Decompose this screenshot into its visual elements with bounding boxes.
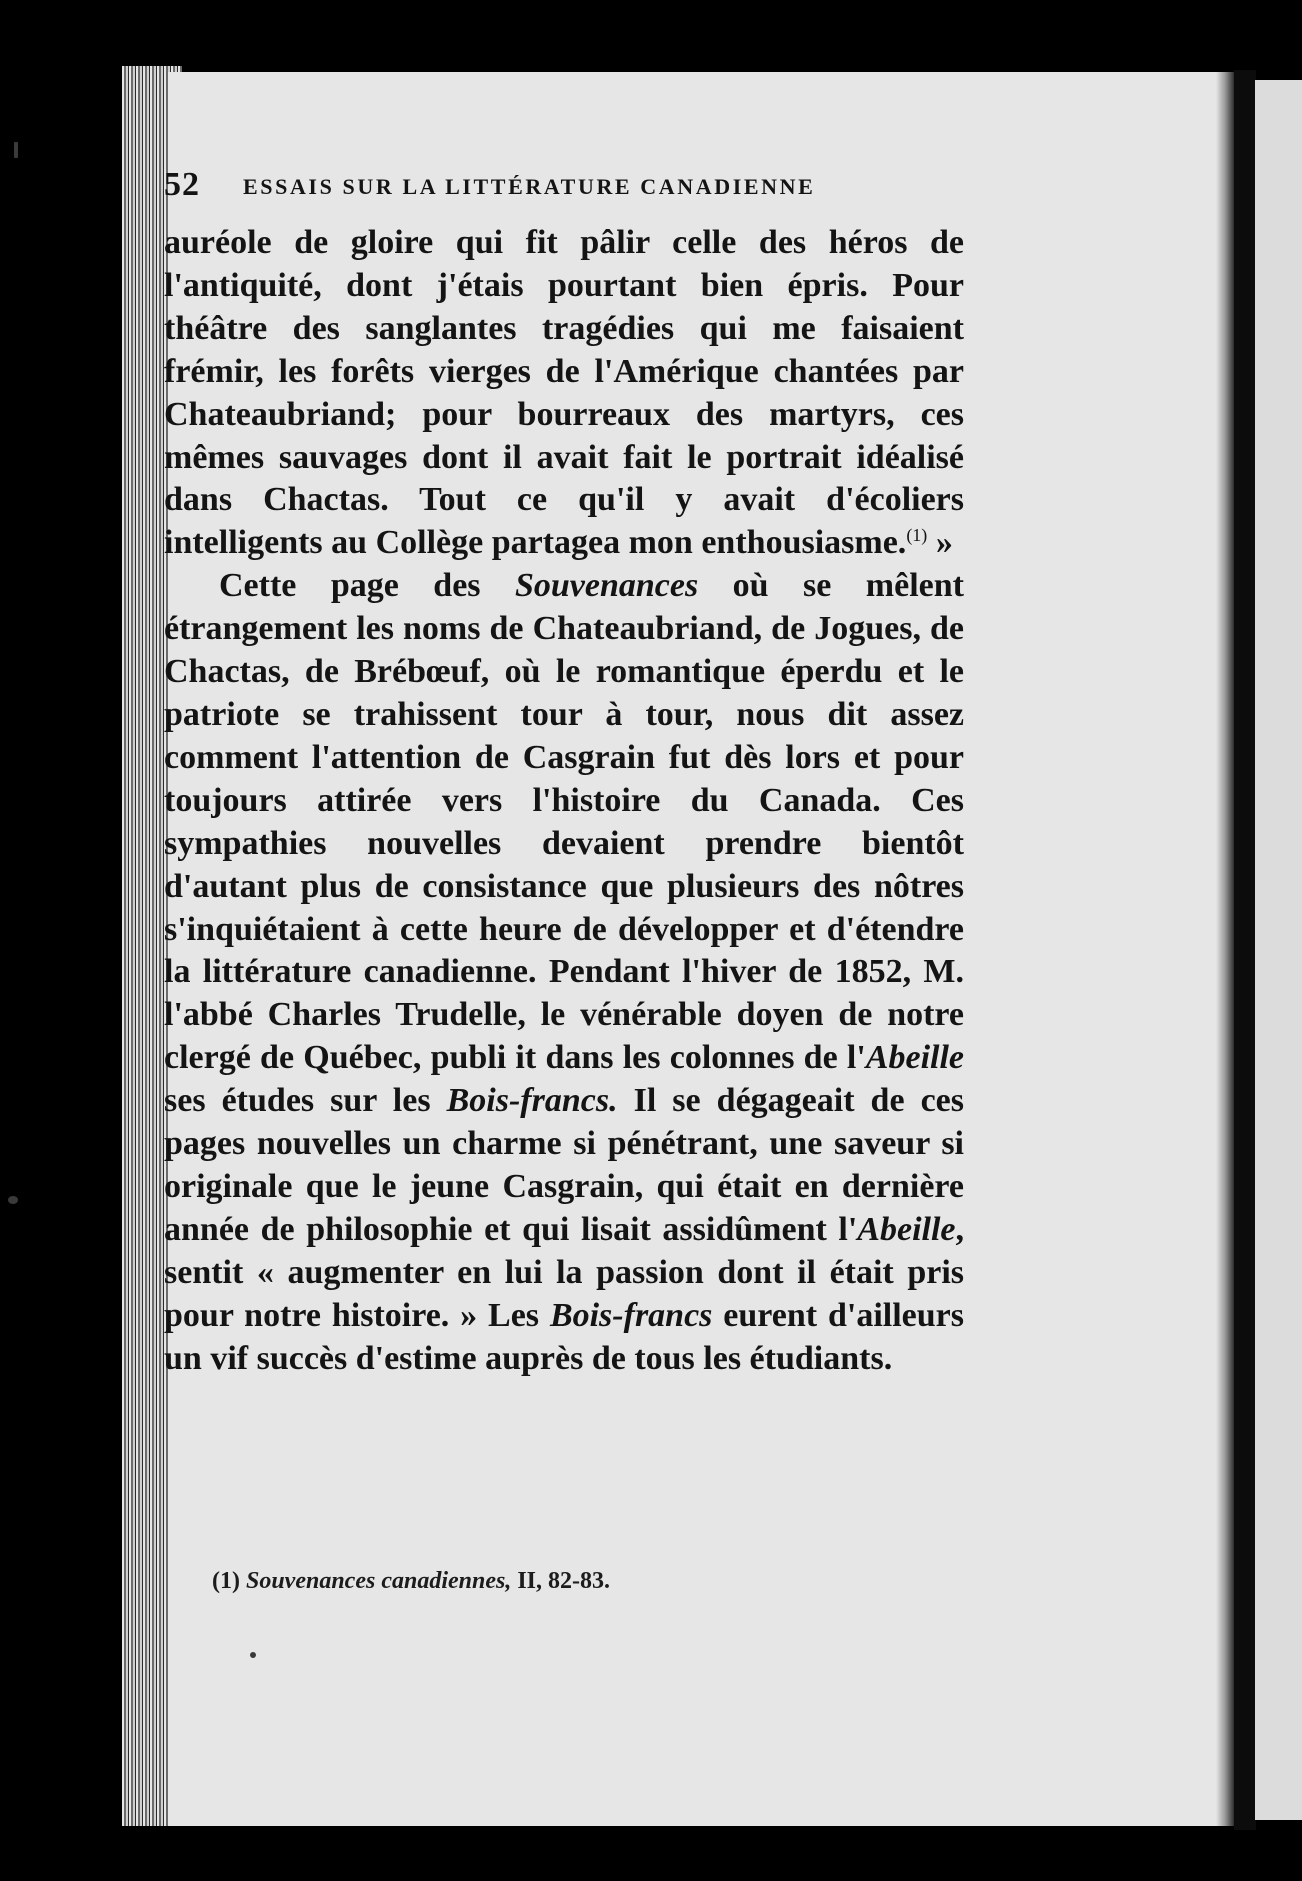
italic-title: Bois-francs. [446, 1082, 618, 1120]
gutter-shadow [1234, 70, 1256, 1830]
paragraph-continued [164, 222, 964, 565]
footnote-source: Souvenances canadiennes, [245, 1568, 512, 1594]
facing-page-edge [1255, 80, 1302, 1820]
running-header [164, 166, 1034, 210]
paragraph-2-text: , sentit « augmenter en lui la passion dont il était pris pour notre histoire. » Les [164, 1210, 964, 1334]
italic-title: Bois-francs [549, 1296, 713, 1334]
italic-title: Abeille [865, 1039, 964, 1077]
page-number: 52 [164, 166, 200, 203]
dust-speck [250, 1652, 256, 1658]
paragraph-2-text: Il se dégageait de ces pages nouvelles un charme si pénétrant, une saveur si originale que le jeune Casgrain, qui était en dernière année de philosophie et qui lisait assidûment l' [164, 1082, 964, 1248]
paragraph-2-text: Cette page des [219, 567, 515, 605]
italic-title: Souvenances [514, 567, 699, 605]
paragraph [164, 565, 964, 1380]
dust-speck [14, 142, 18, 158]
body-text [164, 222, 964, 1380]
footnote-reference-pages: II, 82-83. [511, 1568, 611, 1594]
footnote [212, 1568, 610, 1595]
paragraph-2-text: ses études sur les [164, 1082, 447, 1120]
paragraph-2-text: où se mêlent étrangement les noms de Chateaubriand, de Jogues, de Chactas, de Brébœuf, où le romantique éperdu et le patriote se trahissent tour à tour, nous dit assez comment l'attention de Casgrain fut dès lors et pour toujours attirée vers l'histoire du Canada. Ces sympathies nouvelles devaient prendre bientôt d'autant plus de consistance que plusieurs des nôtres s'inquiétaient à cette heure de développer et d'étendre la littérature canadienne. Pendant l'hiver de 1852, M. l'abbé Charles Trudelle, le vénérable doyen de notre clergé de Québec, publi it dans les colonnes de l' [164, 567, 964, 1077]
italic-title: Abeille [857, 1210, 956, 1248]
footnote-reference: (1) [906, 525, 928, 546]
binding-shadow [1216, 72, 1234, 1826]
running-head-title: ESSAIS SUR LA LITTÉRATURE CANADIENNE [243, 174, 816, 199]
closing-quote: » [927, 524, 953, 562]
footnote-number: (1) [212, 1568, 240, 1594]
dust-speck [8, 1196, 18, 1204]
paragraph-2-text: eurent d'ailleurs un vif succès d'estime auprès de tous les étudiants. [164, 1296, 964, 1377]
paragraph-1-text: auréole de gloire qui fit pâlir celle des héros de l'antiquité, dont j'étais pourtant bien épris. Pour théâtre des sanglantes tragédies qui me faisaient frémir, les forêts vierges de l'Amérique chantées par Chateaubriand; pour bourreaux des martyrs, ces mêmes sauvages dont il avait fait le portrait idéalisé dans Chactas. Tout ce qu'il y avait d'écoliers intelligents au Collège partagea mon enthousiasme. [164, 224, 964, 562]
